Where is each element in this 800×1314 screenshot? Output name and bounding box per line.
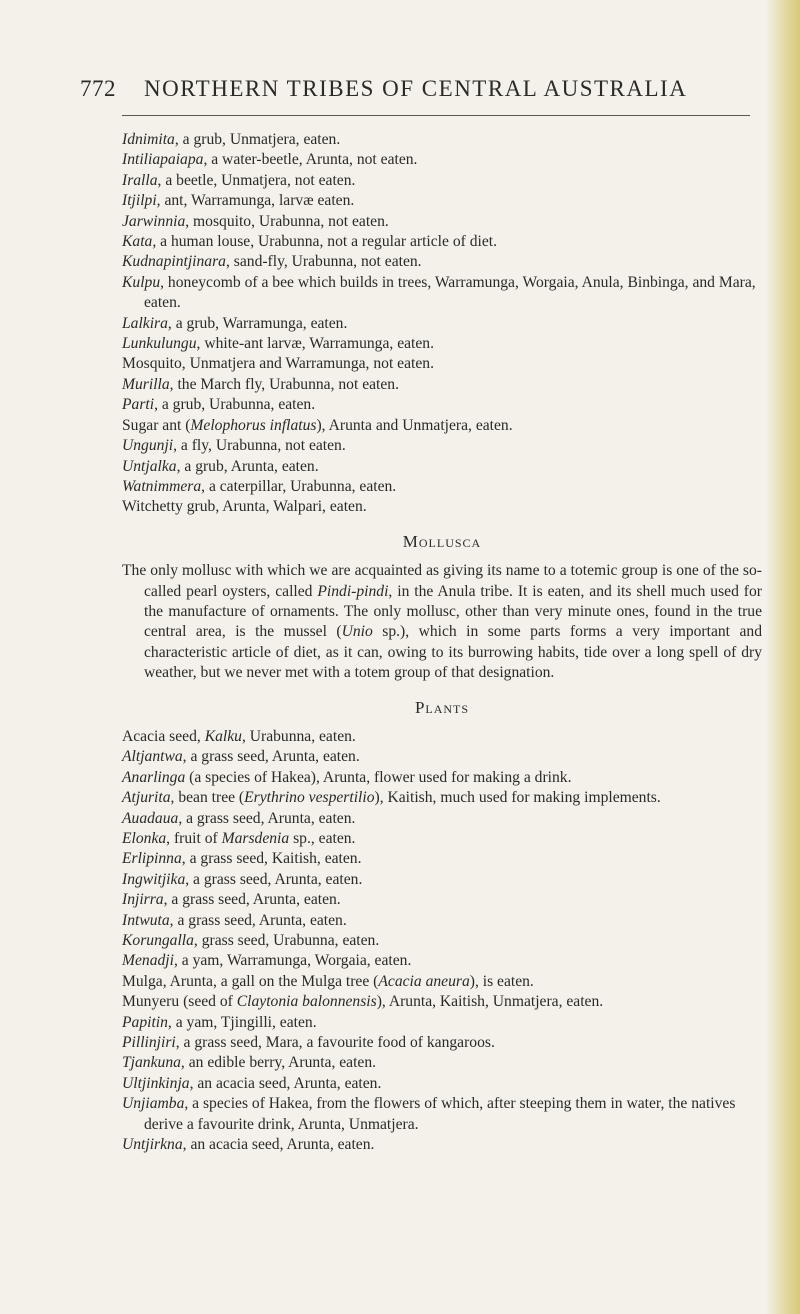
entry-text: , ant, Warramunga, larvæ eaten. xyxy=(156,192,355,210)
entry-text: , a beetle, Unmatjera, not eaten. xyxy=(157,171,356,189)
plant-entry xyxy=(122,1135,762,1155)
entry-term: Intiliapaiapa xyxy=(122,151,204,169)
entry-term: Idnimita xyxy=(122,131,175,148)
entry-term: Untjirkna xyxy=(122,1136,183,1154)
entry-text: , a grub, Urabunna, eaten. xyxy=(154,396,316,414)
entry-term: Jarwinnia xyxy=(122,212,186,230)
section-heading-mollusca: Mollusca xyxy=(402,531,482,551)
entry-text: , a grass seed, Kaitish, eaten. xyxy=(181,850,362,868)
entry-text: (a species of Hakea), Arunta, flower used for making a drink. xyxy=(185,768,572,786)
plant-entry xyxy=(122,829,762,849)
mollusca-paragraph: The only mollusc with which we are acquainted as giving its name to a totemic group is one of the so-called pearl oysters, called Pindi-pindi, in the Anula tribe. It is eaten, and its shell much used for the manufacture of ornaments. The only mollusc, other than very minute ones, found in the true central area, is the mussel (Unio sp.), which in some parts forms a very important and characteristic article of diet, as it can, owing to its burrowing habits, tide over a long spell of dry weather, but we never met with a totem group of that designation. xyxy=(122,562,762,682)
plant-entry xyxy=(122,747,762,767)
insect-list xyxy=(122,130,762,518)
plant-entry xyxy=(122,1013,762,1033)
entry-text: Witchetty grub, Arunta, Walpari, eaten. xyxy=(122,498,367,516)
entry-text: , a species of Hakea, from the flowers of which, after steeping them in water, the natives derive a favourite drink, Arunta, Unmatjera. xyxy=(144,1095,736,1133)
entry-text: , bean tree ( xyxy=(170,789,245,807)
entry-text: , a grub, Unmatjera, eaten. xyxy=(174,131,341,148)
plant-entry xyxy=(122,911,762,931)
entry-text: Mosquito, Unmatjera and Warramunga, not eaten. xyxy=(122,355,434,373)
entry-term: Atjurita xyxy=(122,789,171,807)
entry-term: Parti xyxy=(122,396,155,414)
entry-term: Lunkulungu xyxy=(122,335,197,353)
entry-text: , mosquito, Urabunna, not eaten. xyxy=(185,212,389,230)
plant-entry xyxy=(122,931,762,951)
entry-term: Injirra xyxy=(122,891,164,909)
page-body xyxy=(122,130,762,1156)
entry-term: Claytonia balonnensis xyxy=(236,993,377,1011)
entry-text: , grass seed, Urabunna, eaten. xyxy=(193,932,380,950)
entry-text: , a grass seed, Arunta, eaten. xyxy=(163,891,341,909)
insect-entry xyxy=(122,252,762,272)
page-header xyxy=(80,76,760,102)
plant-entry xyxy=(122,951,762,971)
header-rule xyxy=(122,115,750,116)
insect-entry xyxy=(122,436,762,456)
entry-text: , an acacia seed, Arunta, eaten. xyxy=(189,1074,382,1092)
plant-entry xyxy=(122,890,762,910)
entry-text: ), Kaitish, much used for making implements. xyxy=(374,789,661,807)
entry-term: Elonka xyxy=(122,830,167,847)
entry-text: , a human louse, Urabunna, not a regular article of diet. xyxy=(152,233,497,251)
page-number: 772 xyxy=(80,76,116,101)
running-title: NORTHERN TRIBES OF CENTRAL AUSTRALIA xyxy=(144,76,688,101)
entry-term: Ingwitjika xyxy=(122,870,186,888)
entry-text: ), Arunta, Kaitish, Unmatjera, eaten. xyxy=(376,993,604,1011)
entry-term: Pillinjiri xyxy=(122,1034,176,1052)
entry-text: , a caterpillar, Urabunna, eaten. xyxy=(201,477,397,495)
plant-entry xyxy=(122,768,762,788)
entry-text: , the March fly, Urabunna, not eaten. xyxy=(169,375,400,393)
entry-text: , a grass seed, Arunta, eaten. xyxy=(178,809,356,827)
entry-term: Altjantwa xyxy=(122,748,183,766)
insect-entry xyxy=(122,497,762,517)
insect-entry xyxy=(122,416,762,436)
entry-text: , a grass seed, Mara, a favourite food of kangaroos. xyxy=(175,1034,495,1052)
entry-text: , a grass seed, Arunta, eaten. xyxy=(185,870,363,888)
entry-term: Itjilpi xyxy=(122,192,157,210)
entry-text: Sugar ant ( xyxy=(122,416,191,434)
entry-text: , a grub, Warramunga, eaten. xyxy=(167,314,348,332)
entry-term: Auadaua xyxy=(122,809,179,827)
entry-term: Kudnapintjinara xyxy=(122,253,226,271)
plant-entry xyxy=(122,849,762,869)
entry-term: Erlipinna xyxy=(122,850,182,868)
entry-text: , a fly, Urabunna, not eaten. xyxy=(173,437,346,455)
entry-term: Unjiamba xyxy=(122,1095,185,1113)
entry-text: , honeycomb of a bee which builds in trees, Warramunga, Worgaia, Anula, Binbinga, and Mara, eaten. xyxy=(144,273,756,312)
plant-entry xyxy=(122,788,762,808)
insect-entry xyxy=(122,191,762,211)
page-edge-shading xyxy=(766,0,800,1314)
insect-entry xyxy=(122,273,762,314)
entry-text: , fruit of xyxy=(166,830,222,847)
entry-text: , a water-beetle, Arunta, not eaten. xyxy=(203,151,418,169)
plant-entry xyxy=(122,972,762,992)
plant-entry xyxy=(122,1053,762,1073)
entry-text: Munyeru (seed of xyxy=(122,993,237,1011)
section-heading-plants: Plants xyxy=(414,697,470,717)
plant-entry xyxy=(122,727,762,747)
entry-term: Watnimmera xyxy=(122,477,202,495)
insect-entry xyxy=(122,457,762,477)
entry-term: Kalku xyxy=(204,727,242,745)
entry-term: Korungalla xyxy=(122,932,194,950)
entry-text: , a yam, Warramunga, Worgaia, eaten. xyxy=(173,952,412,970)
entry-text: , sand-fly, Urabunna, not eaten. xyxy=(225,253,422,271)
entry-text: Mulga, Arunta, a gall on the Mulga tree ( xyxy=(122,972,379,990)
entry-term: Tjankuna xyxy=(122,1054,181,1072)
insect-entry xyxy=(122,334,762,354)
entry-text: Acacia seed, xyxy=(122,727,205,745)
entry-text: , a yam, Tjingilli, eaten. xyxy=(167,1013,317,1031)
insect-entry xyxy=(122,477,762,497)
insect-entry xyxy=(122,314,762,334)
entry-text: , a grub, Arunta, eaten. xyxy=(176,457,319,475)
entry-text: , Urabunna, eaten. xyxy=(241,727,356,745)
entry-term: Ungunji xyxy=(122,437,174,455)
entry-italic: Marsdenia xyxy=(221,830,290,847)
entry-italic: Melophorus inflatus xyxy=(190,416,317,434)
insect-entry xyxy=(122,232,762,252)
entry-term: Untjalka xyxy=(122,457,177,475)
plant-entry xyxy=(122,1094,762,1135)
entry-text: ), Arunta and Unmatjera, eaten. xyxy=(316,416,513,434)
insect-entry xyxy=(122,395,762,415)
entry-text: sp., eaten. xyxy=(289,830,356,847)
entry-term: Papitin xyxy=(122,1013,168,1031)
entry-text: , an edible berry, Arunta, eaten. xyxy=(180,1054,377,1072)
entry-text: , white-ant larvæ, Warramunga, eaten. xyxy=(196,335,434,353)
entry-text: , an acacia seed, Arunta, eaten. xyxy=(182,1136,375,1154)
entry-text: , a grass seed, Arunta, eaten. xyxy=(169,911,347,929)
plant-entry xyxy=(122,870,762,890)
entry-text: , a grass seed, Arunta, eaten. xyxy=(182,748,360,766)
entry-term: Lalkira xyxy=(122,314,168,332)
entry-term: Murilla xyxy=(122,375,170,393)
entry-term: Intwuta xyxy=(122,911,170,929)
entry-italic: Erythrino vespertilio xyxy=(244,789,375,807)
insect-entry xyxy=(122,212,762,232)
plant-entry xyxy=(122,1033,762,1053)
entry-term: Ultjinkinja xyxy=(122,1074,190,1092)
entry-term: Menadji xyxy=(122,952,174,970)
entry-term: Kulpu xyxy=(122,273,161,291)
insect-entry xyxy=(122,171,762,191)
insect-entry xyxy=(122,354,762,374)
insect-entry xyxy=(122,375,762,395)
plant-list xyxy=(122,727,762,1156)
plant-entry xyxy=(122,1074,762,1094)
plant-entry xyxy=(122,992,762,1012)
entry-term: Kata xyxy=(122,233,153,251)
entry-term: Acacia aneura xyxy=(378,972,470,990)
entry-text: ), is eaten. xyxy=(469,972,534,990)
insect-entry xyxy=(122,150,762,170)
entry-term: Anarlinga xyxy=(122,768,186,786)
insect-entry xyxy=(122,130,762,150)
entry-term: Iralla xyxy=(122,171,158,189)
plant-entry xyxy=(122,809,762,829)
